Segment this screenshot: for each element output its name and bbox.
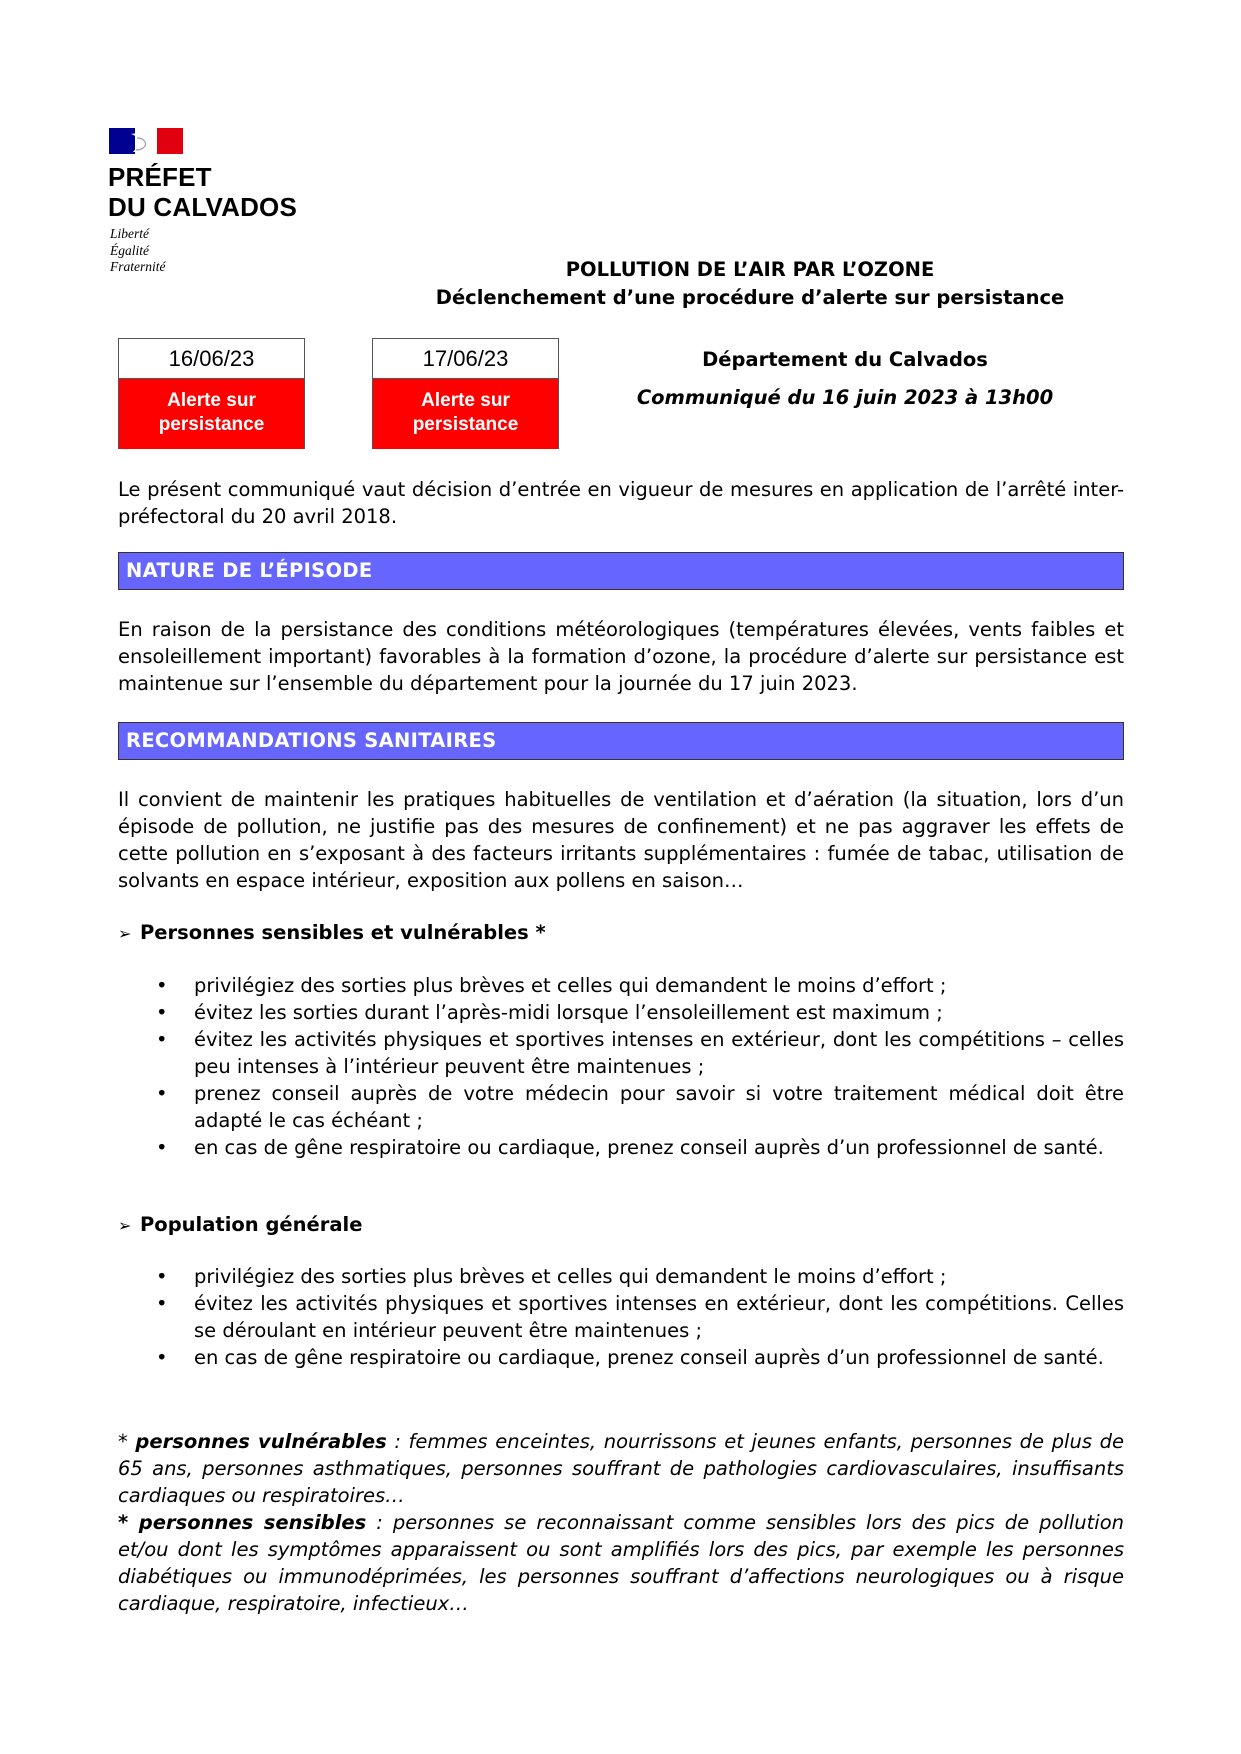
- nature-paragraph: En raison de la persistance des conditions météorologiques (températures élevées, vents faibles et ensoleillement important) favorables à la formation d’ozone, la procédure d’alerte sur persistance est maintenue sur l’ensemble du département pour la journée du 17 juin 2023.: [118, 618, 1124, 695]
- communique-date: Communiqué du 16 juin 2023 à 13h00: [636, 386, 1054, 409]
- document-title: POLLUTION DE L’AIR PAR L’OZONE: [565, 258, 935, 281]
- intro-paragraph: Le présent communiqué vaut décision d’entrée en vigueur de mesures en application de l’arrêté inter-préfectoral du 20 avril 2018.: [118, 478, 1124, 528]
- arrow-bullet-icon: ➢: [118, 1216, 132, 1235]
- department-label: Département du Calvados: [702, 348, 988, 371]
- list-item: [118, 1134, 1124, 1161]
- document-title-block: [380, 256, 1120, 312]
- alert-date: 17/06/23: [373, 339, 558, 379]
- subheading-generale: [118, 1211, 362, 1239]
- footnote-vulnerables: [118, 1428, 1124, 1509]
- list-item: [118, 999, 1124, 1026]
- section-header-nature: NATURE DE L’ÉPISODE: [118, 552, 1124, 590]
- marianne-flag-logo: [109, 128, 183, 154]
- list-item-text: évitez les activités physiques et sportives intenses en extérieur, dont les compétitions. Celles se déroulant en intérieur peuvent être maintenues ;: [194, 1292, 1124, 1342]
- bullet-icon: •: [156, 1082, 168, 1105]
- bullet-icon: •: [156, 1292, 168, 1315]
- alert-date: 16/06/23: [119, 339, 304, 379]
- arrow-bullet-icon: ➢: [118, 924, 132, 943]
- footnote-term: * personnes sensibles: [118, 1511, 367, 1534]
- alert-box-day-1: [118, 338, 305, 449]
- footnote-term: personnes vulnérables: [135, 1430, 387, 1453]
- list-item-text: privilégiez des sorties plus brèves et celles qui demandent le moins d’effort ;: [194, 1265, 947, 1288]
- list-item: [118, 1080, 1124, 1134]
- subheading-sensibles: [118, 919, 546, 947]
- alert-level-badge: Alerte sur persistance: [119, 379, 304, 449]
- list-item-text: évitez les activités physiques et sportives intenses en extérieur, dont les compétitions – celles peu intenses à l’intérieur peuvent être maintenues ;: [194, 1028, 1124, 1078]
- list-item-text: privilégiez des sorties plus brèves et celles qui demandent le moins d’effort ;: [194, 974, 947, 997]
- list-item: [118, 1290, 1124, 1344]
- bullet-icon: •: [156, 1136, 168, 1159]
- list-item-text: en cas de gêne respiratoire ou cardiaque, prenez conseil auprès d’un professionnel de santé.: [194, 1346, 1104, 1369]
- alert-box-day-2: [372, 338, 559, 449]
- section-header-recommandations: RECOMMANDATIONS SANITAIRES: [118, 722, 1124, 760]
- list-item: [118, 1344, 1124, 1371]
- bullet-icon: •: [156, 1265, 168, 1288]
- list-item-text: évitez les sorties durant l’après-midi lorsque l’ensoleillement est maximum ;: [194, 1001, 943, 1024]
- bullet-icon: •: [156, 1346, 168, 1369]
- list-item-text: en cas de gêne respiratoire ou cardiaque, prenez conseil auprès d’un professionnel de santé.: [194, 1136, 1104, 1159]
- list-item: [118, 1026, 1124, 1080]
- bullet-icon: •: [156, 974, 168, 997]
- subheading-text: Personnes sensibles et vulnérables *: [140, 921, 546, 944]
- bullet-list-sensibles: [118, 972, 1124, 1161]
- footnote-text: : femmes enceintes, nourrissons et jeunes enfants, personnes de plus de 65 ans, personnes asthmatiques, personnes souffrant de pathologies cardiovasculaires, insuffisants cardiaques ou respiratoires…: [118, 1430, 1124, 1507]
- list-item: [118, 1263, 1124, 1290]
- alert-level-badge: Alerte sur persistance: [373, 379, 558, 449]
- bullet-icon: •: [156, 1028, 168, 1051]
- bullet-icon: •: [156, 1001, 168, 1024]
- document-subtitle: Déclenchement d’une procédure d’alerte sur persistance: [435, 286, 1065, 309]
- republic-motto: Liberté Égalité Fraternité: [110, 226, 166, 274]
- footnote-sensibles: [118, 1509, 1124, 1617]
- list-item: [118, 972, 1124, 999]
- recommandations-paragraph: Il convient de maintenir les pratiques habituelles de ventilation et d’aération (la situation, lors d’un épisode de pollution, ne justifie pas des mesures de confinement) et ne pas aggraver les effets de cette pollution en s’exposant à des facteurs irritants supplémentaires : fumée de tabac, utilisation de solvants en espace intérieur, exposition aux pollens en saison…: [118, 788, 1124, 892]
- prefecture-name: PRÉFET DU CALVADOS: [108, 162, 298, 222]
- subheading-text: Population générale: [140, 1213, 363, 1236]
- footnote-star: *: [118, 1430, 136, 1453]
- bullet-list-generale: [118, 1263, 1124, 1371]
- list-item-text: prenez conseil auprès de votre médecin pour savoir si votre traitement médical doit être adapté le cas échéant ;: [194, 1082, 1124, 1132]
- footnote-text: : personnes se reconnaissant comme sensibles lors des pics de pollution et/ou dont les symptômes apparaissent ou sont amplifiés lors des pics, par exemple les personnes diabétiques ou immunodéprimées, les personnes souffrant d’affections neurologiques ou à risque cardiaque, respiratoire, infectieux…: [118, 1511, 1124, 1615]
